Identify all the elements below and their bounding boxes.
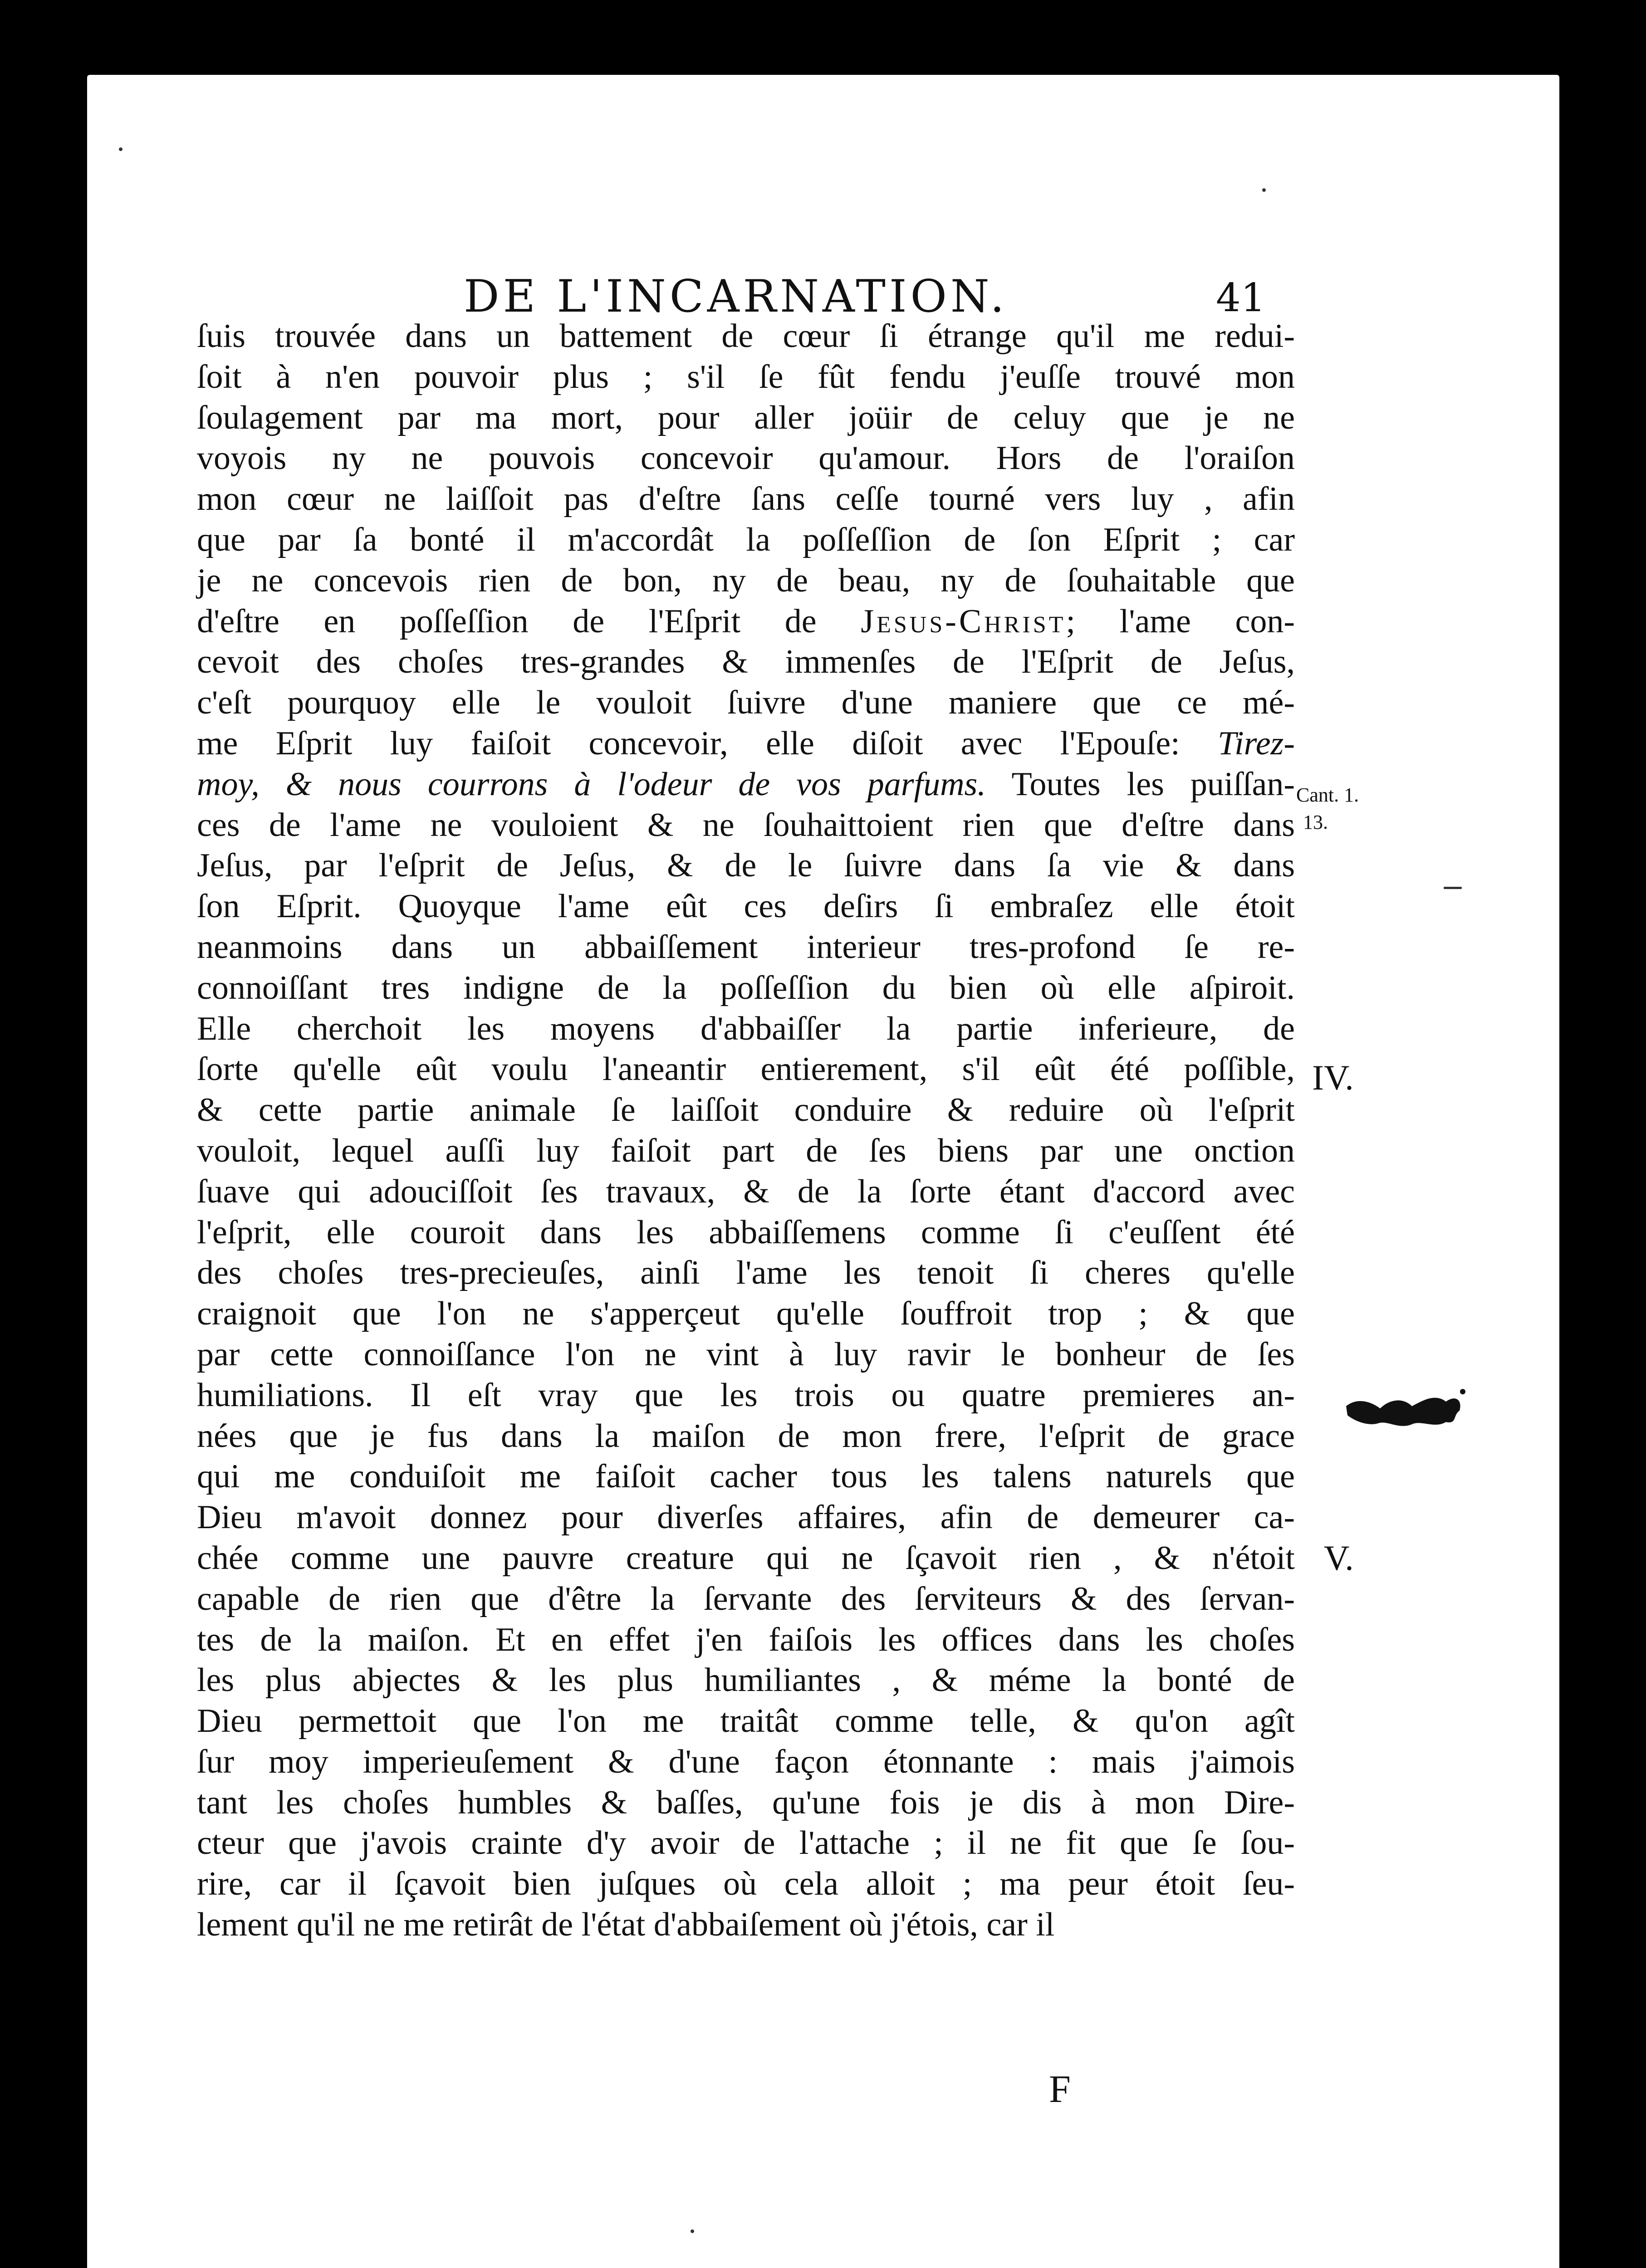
text-line	[197, 1172, 1295, 1212]
text-run: lement qu'il ne me retirât de l'état d'abbaiſement où j'étois, car il	[197, 1906, 1055, 1944]
text-run: cteur que j'avois crainte d'y avoir de l'attache ; il ne fit que ſe ſou-	[197, 1824, 1295, 1862]
text-run: Dieu permettoit que l'on me traitât comme telle, & qu'on agît	[197, 1702, 1295, 1740]
text-line	[197, 1742, 1295, 1783]
text-line	[197, 1538, 1295, 1579]
text-run: ſoulagement par ma mort, pour aller joüir de celuy que je ne	[197, 399, 1295, 436]
text-line	[197, 1416, 1295, 1457]
text-run: l'eſprit, elle couroit dans les abbaiſſemens comme ſi c'euſſent été	[197, 1213, 1295, 1251]
text-run: c'eſt pourquoy elle le vouloit ſuivre d'une maniere que ce mé-	[197, 684, 1295, 722]
text-run: Elle cherchoit les moyens d'abbaiſſer la partie inferieure, de	[197, 1010, 1295, 1047]
text-line	[197, 1497, 1295, 1538]
text-run: vouloit, lequel auſſi luy faiſoit part de ſes biens par une onction	[197, 1132, 1295, 1169]
text-line	[197, 927, 1295, 968]
text-run: Dieu m'avoit donnez pour diverſes affaires, afin de demeurer ca-	[197, 1499, 1295, 1536]
running-head: DE L'INCARNATION.	[464, 271, 1008, 323]
text-line	[197, 1823, 1295, 1864]
text-run: connoiſſant tres indigne de la poſſeſſion du bien où elle aſpiroit.	[197, 969, 1295, 1007]
text-line	[197, 1905, 1295, 1945]
text-run: par cette connoiſſance l'on ne vint à luy ravir le bonheur de ſes	[197, 1335, 1295, 1373]
text-line	[197, 1457, 1295, 1497]
text-line	[197, 1334, 1295, 1375]
text-line	[197, 968, 1295, 1009]
text-line	[197, 1049, 1295, 1090]
signature-mark: F	[1049, 2067, 1071, 2111]
book-page	[87, 75, 1559, 2268]
text-line	[197, 561, 1295, 601]
text-line	[197, 1579, 1295, 1620]
text-run: Jesus-Christ	[861, 602, 1066, 640]
text-run: me Eſprit luy faiſoit concevoir, elle diſoit avec l'Epouſe:	[197, 724, 1218, 762]
text-line	[197, 398, 1295, 439]
margin-note-citation: Cant. 1.	[1296, 784, 1359, 806]
text-run: tant les choſes humbles & baſſes, qu'une fois je dis à mon Dire-	[197, 1784, 1295, 1821]
ink-speck	[119, 147, 122, 151]
text-line	[197, 1660, 1295, 1701]
text-run: voyois ny ne pouvois concevoir qu'amour. Hors de l'oraiſon	[197, 440, 1295, 477]
text-line	[197, 316, 1295, 357]
text-run: chée comme une pauvre creature qui ne ſçavoit rien , & n'étoit	[197, 1539, 1295, 1577]
margin-section-number: V.	[1324, 1538, 1354, 1578]
text-run: tes de la maiſon. Et en effet j'en faiſois les offices dans les choſes	[197, 1621, 1295, 1658]
text-line	[197, 723, 1295, 764]
text-line	[197, 520, 1295, 561]
text-line	[197, 1864, 1295, 1905]
text-run: craignoit que l'on ne s'apperçeut qu'elle ſouffroit trop ; & que	[197, 1295, 1295, 1333]
text-line	[197, 1620, 1295, 1661]
text-run: mon cœur ne laiſſoit pas d'eſtre ſans ceſſe tourné vers luy , afin	[197, 480, 1295, 518]
text-line	[197, 805, 1295, 846]
text-run: humiliations. Il eſt vray que les trois ou quatre premieres an-	[197, 1376, 1295, 1414]
margin-section-number: IV.	[1312, 1058, 1354, 1097]
text-run: ſuis trouvée dans un battement de cœur ſi étrange qu'il me redui-	[197, 318, 1295, 355]
ink-speck	[1444, 887, 1462, 889]
page-number: 41	[1216, 275, 1266, 321]
text-line	[197, 846, 1295, 886]
text-run: Toutes les puiſſan-	[985, 765, 1295, 803]
text-run: moy, & nous courrons à l'odeur de vos parfums.	[197, 765, 986, 803]
text-line	[197, 1783, 1295, 1823]
text-line	[197, 1212, 1295, 1253]
text-line	[197, 1090, 1295, 1131]
text-run: Jeſus, par l'eſprit de Jeſus, & de le ſuivre dans ſa vie & dans	[197, 847, 1295, 885]
text-run: capable de rien que d'être la ſervante des ſerviteurs & des ſervan-	[197, 1580, 1295, 1618]
text-run: neanmoins dans un abbaiſſement interieur tres-profond ſe re-	[197, 928, 1295, 966]
text-run: ; l'ame con-	[1066, 602, 1295, 640]
text-run: d'eſtre en poſſeſſion de l'Eſprit de	[197, 602, 861, 640]
text-run: qui me conduiſoit me faiſoit cacher tous les talens naturels que	[197, 1458, 1295, 1496]
text-line	[197, 479, 1295, 520]
text-line	[197, 764, 1295, 805]
text-run: nées que je fus dans la maiſon de mon frere, l'eſprit de grace	[197, 1417, 1295, 1455]
ink-blot	[1344, 1388, 1466, 1431]
text-run: ſuave qui adouciſſoit ſes travaux, & de la ſorte étant d'accord avec	[197, 1173, 1295, 1210]
text-run: cevoit des choſes tres-grandes & immenſes de l'Eſprit de Jeſus,	[197, 643, 1295, 681]
text-line	[197, 683, 1295, 723]
text-line	[197, 1253, 1295, 1294]
text-run: des choſes tres-precieuſes, ainſi l'ame les tenoit ſi cheres qu'elle	[197, 1254, 1295, 1292]
text-run: ſur moy imperieuſement & d'une façon étonnante : mais j'aimois	[197, 1743, 1295, 1780]
text-line	[197, 886, 1295, 927]
text-line	[197, 601, 1295, 642]
margin-note-citation-verse: 13.	[1303, 811, 1328, 833]
text-run: & cette partie animale ſe laiſſoit conduire & reduire où l'eſprit	[197, 1091, 1295, 1129]
text-line	[197, 438, 1295, 479]
text-line	[197, 1131, 1295, 1172]
text-line	[197, 642, 1295, 683]
text-run: ces de l'ame ne vouloient & ne ſouhaittoient rien que d'eſtre dans	[197, 806, 1295, 844]
text-run: les plus abjectes & les plus humiliantes , & méme la bonté de	[197, 1662, 1295, 1699]
text-line	[197, 357, 1295, 398]
text-run: je ne concevois rien de bon, ny de beau, ny de ſouhaitable que	[197, 562, 1295, 599]
text-line	[197, 1009, 1295, 1050]
ink-speck	[691, 2229, 694, 2233]
text-run: ſorte qu'elle eût voulu l'aneantir entierement, s'il eût été poſſible,	[197, 1051, 1295, 1088]
body-text	[197, 316, 1295, 1945]
text-run: Tirez-	[1218, 724, 1295, 762]
text-run: que par ſa bonté il m'accordât la poſſeſſion de ſon Eſprit ; car	[197, 521, 1295, 558]
text-run: ſon Eſprit. Quoyque l'ame eût ces deſirs ſi embraſez elle étoit	[197, 888, 1295, 925]
ink-speck	[1262, 188, 1266, 192]
text-line	[197, 1294, 1295, 1334]
text-run: rire, car il ſçavoit bien juſques où cela alloit ; ma peur étoit ſeu-	[197, 1865, 1295, 1903]
text-line	[197, 1701, 1295, 1742]
text-run: ſoit à n'en pouvoir plus ; s'il ſe fût fendu j'euſſe trouvé mon	[197, 358, 1295, 396]
text-line	[197, 1375, 1295, 1416]
